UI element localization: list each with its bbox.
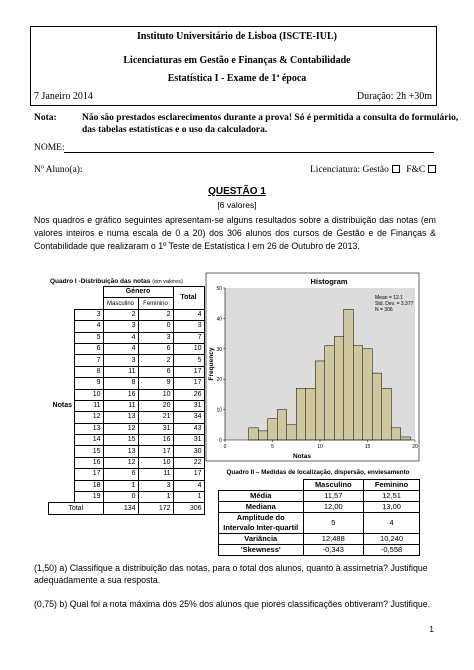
measure-label: Mediana bbox=[219, 502, 304, 513]
masculino-header: Masculino bbox=[103, 298, 138, 309]
y-tick-label: 0 bbox=[219, 438, 222, 444]
degree-label: Licenciatura: Gestão bbox=[310, 165, 389, 175]
count-cell: 12 bbox=[103, 423, 138, 434]
count-cell: 17 bbox=[138, 446, 173, 457]
fc-checkbox[interactable] bbox=[428, 165, 436, 173]
t2-feminino-header: Feminino bbox=[364, 480, 420, 491]
measure-label: Amplitude do Intervalo Inter-quartil bbox=[219, 513, 304, 534]
count-cell: 12 bbox=[103, 457, 138, 468]
table-row bbox=[49, 309, 205, 320]
measure-value: 5 bbox=[303, 513, 364, 534]
exam-title: Estatística I - Exame de 1ª época bbox=[167, 73, 307, 84]
stat-mean: Mean = 12.1 bbox=[375, 295, 403, 301]
question-a: (1,50) a) Classifique a distribuição das notas, para o total dos alunos, quanto à assimetria? Justifique adequadamente a sua resposta. bbox=[34, 563, 428, 585]
count-cell: 31 bbox=[173, 400, 204, 411]
count-cell: 9 bbox=[138, 378, 173, 389]
question-title: QUESTÃO 1 bbox=[208, 186, 266, 197]
y-tick-label: 30 bbox=[216, 346, 222, 353]
t2-masculino-header: Masculino bbox=[303, 480, 364, 491]
x-tick-label: 10 bbox=[317, 444, 323, 450]
count-cell: 10 bbox=[138, 389, 173, 400]
count-cell: 21 bbox=[138, 412, 173, 423]
grade-cell: 7 bbox=[75, 355, 104, 366]
histogram-bar bbox=[344, 309, 354, 440]
measure-value: -0,558 bbox=[364, 545, 420, 556]
measure-value: 12,00 bbox=[303, 502, 364, 513]
x-tick-label: 0 bbox=[223, 444, 227, 450]
count-cell: 10 bbox=[138, 457, 173, 468]
note-line-2: das tabelas estatísticas e o uso da calculadora. bbox=[82, 125, 268, 135]
grade-cell: 16 bbox=[75, 457, 104, 468]
gestao-checkbox[interactable] bbox=[392, 165, 400, 173]
note-line-1: Não são prestados esclarecimentos durante a prova! Só é permitida a consulta do formulário, bbox=[82, 113, 459, 123]
histogram-bar bbox=[363, 349, 373, 440]
histogram-bar bbox=[353, 346, 363, 440]
histogram-bar bbox=[296, 388, 306, 440]
table1-title: Quadro I -Distribuição das notas (em valores) bbox=[50, 278, 183, 285]
grade-cell: 18 bbox=[75, 480, 104, 491]
question-b: (0,75) b) Qual foi a nota máxima dos 25% dos alunos que piores classificações obtiveram? Justifique. bbox=[34, 599, 431, 609]
count-cell: 15 bbox=[103, 435, 138, 446]
grade-cell: 5 bbox=[75, 332, 104, 343]
y-axis-label: Frequency bbox=[208, 347, 215, 381]
total-cell: 306 bbox=[173, 503, 204, 514]
count-cell: 4 bbox=[173, 309, 204, 320]
name-field[interactable] bbox=[64, 152, 434, 153]
count-cell: 43 bbox=[173, 423, 204, 434]
feminino-header: Feminino bbox=[138, 298, 173, 309]
name-label: NOME: bbox=[34, 143, 65, 153]
question-points: [6 valores] bbox=[217, 200, 257, 210]
count-cell: 16 bbox=[138, 435, 173, 446]
histogram-chart bbox=[205, 272, 420, 462]
measure-value: -0,343 bbox=[303, 545, 364, 556]
grade-cell: 3 bbox=[75, 309, 104, 320]
measure-label: Média bbox=[219, 491, 304, 502]
exam-duration: Duração: 2h +30m bbox=[356, 91, 432, 102]
note-label: Nota: bbox=[34, 113, 57, 123]
count-cell: 3 bbox=[138, 480, 173, 491]
count-cell: 11 bbox=[138, 469, 173, 480]
degree-selector bbox=[310, 165, 436, 175]
histogram-bar bbox=[391, 428, 401, 440]
table-total-row bbox=[49, 503, 205, 514]
x-tick-label: 15 bbox=[364, 444, 371, 450]
histogram-bar bbox=[401, 437, 411, 440]
histogram-bar bbox=[258, 431, 268, 440]
count-cell: 31 bbox=[173, 435, 204, 446]
programs: Licenciaturas em Gestão e Finanças & Contabilidade bbox=[123, 55, 351, 66]
measure-value: 13,00 bbox=[364, 502, 420, 513]
table-row bbox=[219, 545, 420, 556]
measures-table bbox=[218, 479, 420, 556]
notas-row-label: Notas bbox=[52, 401, 72, 409]
total-cell: 134 bbox=[103, 503, 138, 514]
count-cell: 7 bbox=[173, 332, 204, 343]
measure-value: 12,488 bbox=[303, 534, 364, 545]
page-number: 1 bbox=[429, 624, 434, 634]
count-cell: 20 bbox=[138, 400, 173, 411]
count-cell: 30 bbox=[173, 446, 204, 457]
chart-title: Histogram bbox=[310, 277, 348, 286]
measure-value: 11,57 bbox=[303, 491, 364, 502]
x-tick-label: 5 bbox=[271, 444, 274, 450]
measure-value: 12,51 bbox=[364, 491, 420, 502]
grade-cell: 15 bbox=[75, 446, 104, 457]
count-cell: 16 bbox=[103, 389, 138, 400]
count-cell: 13 bbox=[103, 446, 138, 457]
grade-cell: 10 bbox=[75, 389, 104, 400]
measure-value: 4 bbox=[364, 513, 420, 534]
count-cell: 8 bbox=[103, 378, 138, 389]
grade-cell: 9 bbox=[75, 378, 104, 389]
distribution-table bbox=[48, 286, 205, 515]
count-cell: 3 bbox=[138, 332, 173, 343]
y-tick-label: 50 bbox=[216, 286, 222, 292]
total-header: Total bbox=[173, 287, 204, 310]
table-row bbox=[219, 534, 420, 545]
histogram-bar bbox=[277, 410, 287, 440]
histogram-bar bbox=[287, 425, 297, 440]
table-row bbox=[219, 491, 420, 502]
exam-date: 7 Janeiro 2014 bbox=[34, 91, 93, 102]
measure-label: 'Skewness' bbox=[219, 545, 304, 556]
count-cell: 1 bbox=[103, 480, 138, 491]
count-cell: 5 bbox=[173, 355, 204, 366]
grade-cell: 12 bbox=[75, 412, 104, 423]
count-cell: 10 bbox=[173, 343, 204, 354]
student-number-label: Nº Aluno(a): bbox=[34, 165, 83, 175]
count-cell: 6 bbox=[103, 469, 138, 480]
x-axis-label: Notas bbox=[292, 453, 312, 460]
count-cell: 6 bbox=[138, 366, 173, 377]
count-cell: 34 bbox=[173, 412, 204, 423]
count-cell: 4 bbox=[103, 332, 138, 343]
x-tick-label: 20 bbox=[412, 444, 418, 450]
table2-title: Quadro II – Medidas de localização, dispersão, enviesamento bbox=[226, 469, 410, 476]
table-row bbox=[219, 513, 420, 534]
grade-cell: 6 bbox=[75, 343, 104, 354]
grade-cell: 4 bbox=[75, 321, 104, 332]
stat-std: Std. Dev. = 3.377 bbox=[375, 301, 414, 307]
count-cell: 0 bbox=[138, 321, 173, 332]
genero-header: Género bbox=[103, 287, 173, 298]
y-tick-label: 10 bbox=[216, 407, 222, 414]
count-cell: 22 bbox=[173, 457, 204, 468]
histogram-bar bbox=[325, 346, 335, 440]
fc-label: F&C bbox=[406, 165, 426, 175]
count-cell: 6 bbox=[138, 343, 173, 354]
count-cell: 1 bbox=[138, 492, 173, 503]
histogram-bar bbox=[382, 388, 392, 440]
count-cell: 26 bbox=[173, 389, 204, 400]
measure-label: Variância bbox=[219, 534, 304, 545]
histogram-bar bbox=[249, 428, 259, 440]
question-intro: Nos quadros e gráfico seguintes apresentam-se alguns resultados sobre a distribuição das notas (em valores inteiros e numa escala de 0 a 20) dos 306 alunos dos cursos de Gestão e de Finanças & Contabilidade que realizaram o 1º Teste de Estatística I em 26 de Outubro de 2013. bbox=[34, 215, 436, 251]
count-cell: 11 bbox=[103, 366, 138, 377]
total-row-label: Total bbox=[49, 503, 104, 514]
count-cell: 1 bbox=[173, 492, 204, 503]
count-cell: 4 bbox=[173, 480, 204, 491]
count-cell: 31 bbox=[138, 423, 173, 434]
count-cell: 0 bbox=[103, 492, 138, 503]
grade-cell: 19 bbox=[75, 492, 104, 503]
count-cell: 3 bbox=[173, 321, 204, 332]
grade-cell: 8 bbox=[75, 366, 104, 377]
institution: Instituto Universitário de Lisboa (ISCTE-IUL) bbox=[136, 31, 338, 42]
measure-value: 10,240 bbox=[364, 534, 420, 545]
stat-n: N = 306 bbox=[375, 307, 393, 313]
total-cell: 172 bbox=[138, 503, 173, 514]
grade-cell: 11 bbox=[75, 400, 104, 411]
grade-cell: 13 bbox=[75, 423, 104, 434]
grade-cell: 14 bbox=[75, 435, 104, 446]
grade-cell: 17 bbox=[75, 469, 104, 480]
histogram-bar bbox=[268, 419, 278, 440]
count-cell: 17 bbox=[173, 378, 204, 389]
histogram-bar bbox=[315, 361, 325, 440]
count-cell: 3 bbox=[103, 355, 138, 366]
count-cell: 4 bbox=[103, 343, 138, 354]
y-tick-label: 20 bbox=[216, 377, 222, 384]
count-cell: 3 bbox=[103, 321, 138, 332]
histogram-bar bbox=[306, 388, 316, 440]
count-cell: 13 bbox=[103, 412, 138, 423]
count-cell: 11 bbox=[103, 400, 138, 411]
y-tick-label: 40 bbox=[216, 316, 222, 323]
count-cell: 17 bbox=[173, 366, 204, 377]
histogram-bar bbox=[372, 373, 382, 440]
count-cell: 2 bbox=[138, 355, 173, 366]
count-cell: 17 bbox=[173, 469, 204, 480]
count-cell: 2 bbox=[138, 309, 173, 320]
count-cell: 2 bbox=[103, 309, 138, 320]
histogram-bar bbox=[334, 337, 344, 440]
table-row bbox=[219, 502, 420, 513]
